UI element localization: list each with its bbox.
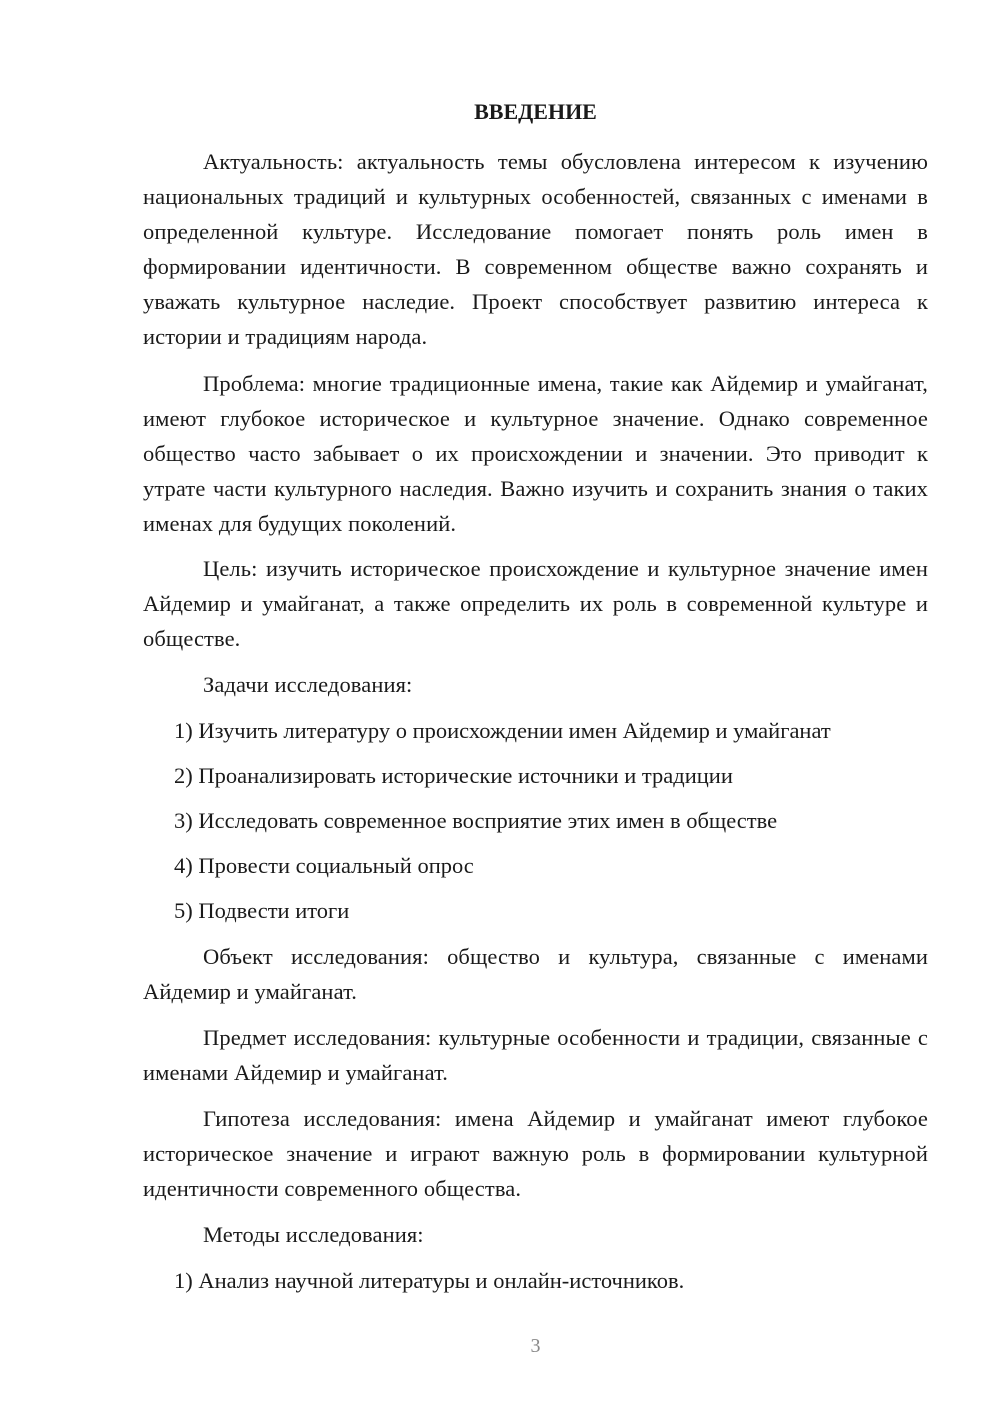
task-item-3: 3) Исследовать современное восприятие этих имен в обществе xyxy=(174,808,778,833)
task-item-5: 5) Подвести итоги xyxy=(174,898,350,923)
goal-paragraph: Цель: изучить историческое происхождение и культурное значение имен Айдемир и умайганат, а также определить их роль в современной культуре и обществе. xyxy=(143,556,928,651)
hypothesis-paragraph: Гипотеза исследования: имена Айдемир и умайганат имеют глубокое историческое значение и играют важную роль в формировании культурной идентичности современного общества. xyxy=(143,1106,928,1201)
page-title: ВВЕДЕНИЕ xyxy=(474,99,597,124)
document-page xyxy=(143,0,928,1414)
problem-paragraph: Проблема: многие традиционные имена, такие как Айдемир и умайганат, имеют глубокое историческое и культурное значение. Однако современное общество часто забывает о их происхождении и значении. Это приводит к утрате части культурного наследия. Важно изучить и сохранить знания о таких именах для будущих поколений. xyxy=(143,371,928,536)
actuality-paragraph: Актуальность: актуальность темы обусловлена интересом к изучению национальных традиций и культурных особенностей, связанных с именами в определенной культуре. Исследование помогает понять роль имен в формировании идентичности. В современном обществе важно сохранять и уважать культурное наследие. Проект способствует развитию интереса к истории и традициям народа. xyxy=(143,149,928,349)
task-item-4: 4) Провести социальный опрос xyxy=(174,853,474,878)
methods-heading: Методы исследования: xyxy=(203,1222,424,1247)
method-item-1: 1) Анализ научной литературы и онлайн-источников. xyxy=(174,1268,685,1293)
page-number: 3 xyxy=(530,1335,541,1357)
task-item-2: 2) Проанализировать исторические источники и традиции xyxy=(174,763,733,788)
object-paragraph: Объект исследования: общество и культура, связанные с именами Айдемир и умайганат. xyxy=(143,944,928,1004)
task-item-1: 1) Изучить литературу о происхождении имен Айдемир и умайганат xyxy=(174,718,831,743)
subject-paragraph: Предмет исследования: культурные особенности и традиции, связанные с именами Айдемир и умайганат. xyxy=(143,1025,928,1085)
tasks-heading: Задачи исследования: xyxy=(203,672,413,697)
